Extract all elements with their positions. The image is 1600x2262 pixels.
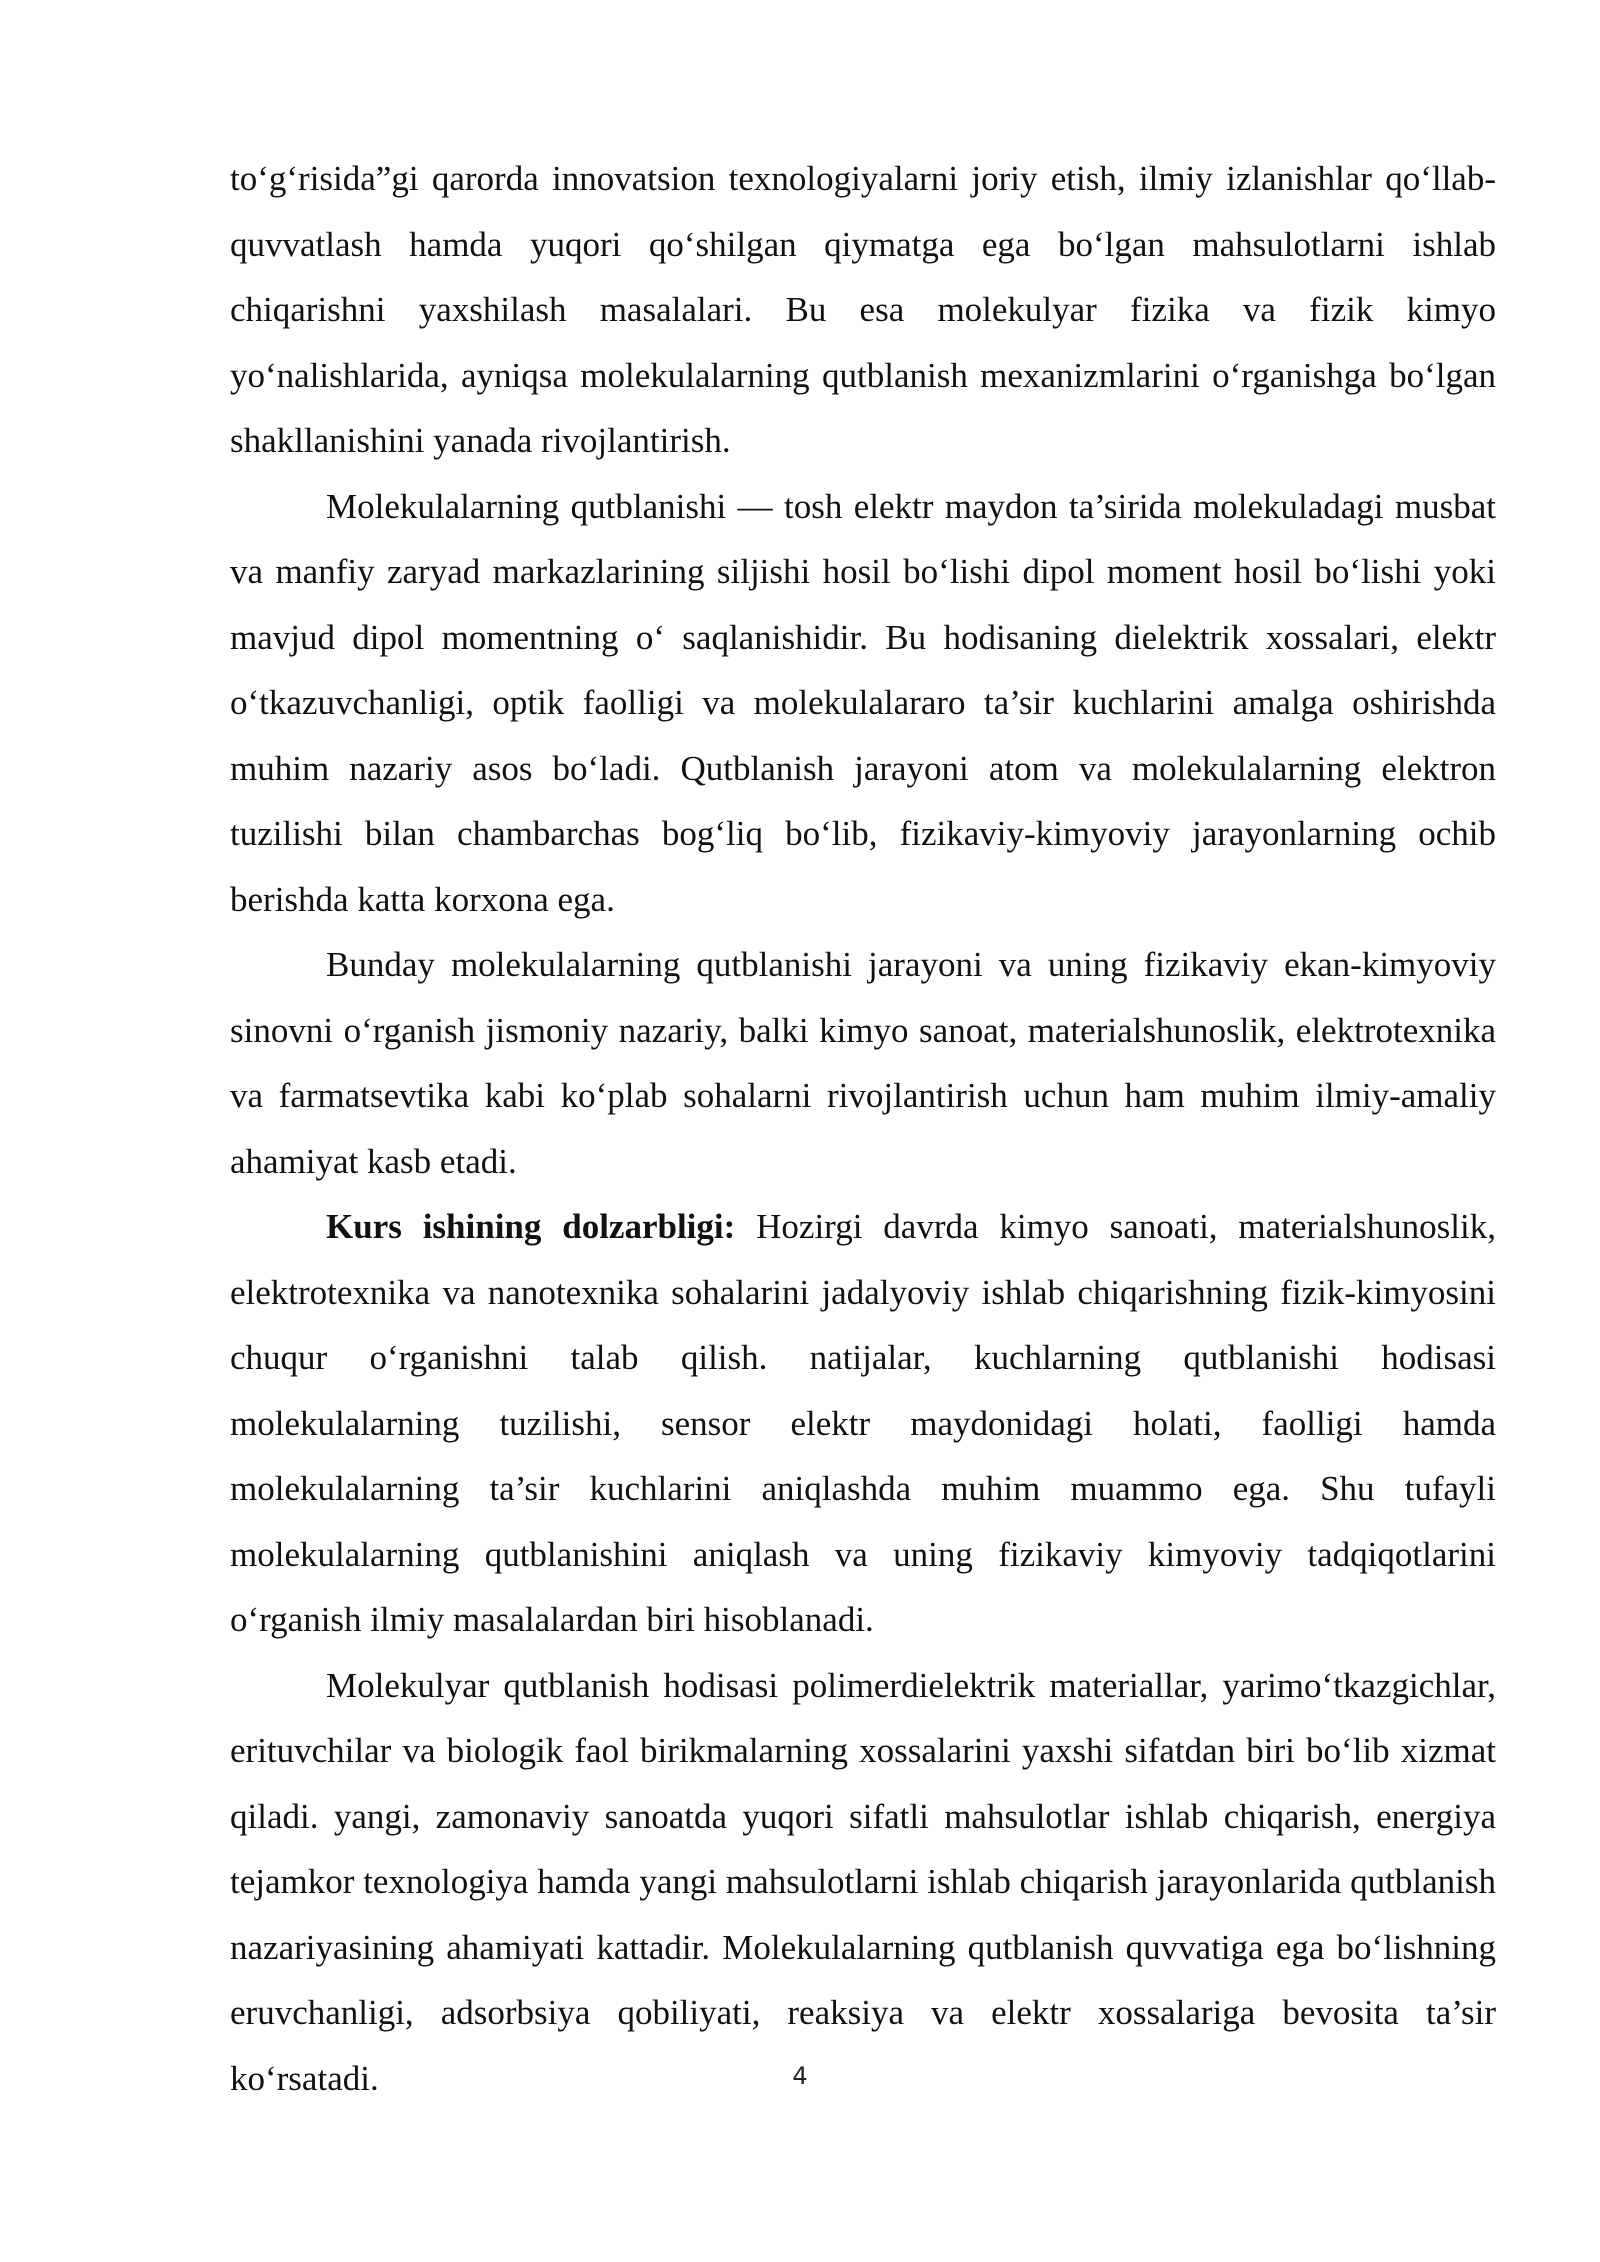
document-page: [230, 146, 1496, 2111]
relevance-heading: Kurs ishining dolzarbligi:: [326, 1207, 736, 1246]
page-number: 4: [792, 2062, 808, 2090]
paragraph-applications: Bunday molekulalarning qutblanishi jarayoni va uning fizikaviy ekan-kimyoviy sinovni o‘rganish jismoniy nazariy, balki kimyo sanoat, materialshunoslik, elektrotexnika va farmatsevtika kabi ko‘plab sohalarni rivojlantirish uchun ham muhim ilmiy-amaliy ahamiyat kasb etadi.: [230, 945, 1496, 1181]
paragraph-polarization-definition: Molekulalarning qutblanishi — tosh elektr maydon ta’sirida molekuladagi musbat va manfiy zaryad markazlarining siljishi hosil bo‘lishi dipol moment hosil bo‘lishi yoki mavjud dipol momentning o‘ saqlanishidir. Bu hodisaning dielektrik xossalari, elektr o‘tkazuvchanligi, optik faolligi va molekulalararo ta’sir kuchlarini amalga oshirishda muhim nazariy asos bo‘ladi. Qutblanish jarayoni atom va molekulalarning elektron tuzilishi bilan chambarchas bog‘liq bo‘lib, fizikaviy-kimyoviy jarayonlarning ochib berishda katta korxona ega.: [230, 486, 1496, 919]
paragraph-relevance: [230, 1194, 1496, 1653]
relevance-text: Hozirgi davrda kimyo sanoati, materialshunoslik, elektrotexnika va nanotexnika sohalarini jadalyoviy ishlab chiqarishning fizik-kimyosini chuqur o‘rganishni talab qilish. natijalar, kuchlarning qutblanishi hodisasi molekulalarning tuzilishi, sensor elektr maydonidagi holati, faolligi hamda molekulalarning ta’sir kuchlarini aniqlashda muhim muammo ega. Shu tufayli molekulalarning qutblanishini aniqlash va uning fizikaviy kimyoviy tadqiqotlarini o‘rganish ilmiy masalalardan biri hisoblanadi.: [230, 1207, 1496, 1639]
paragraph-molecular-polarization: Molekulyar qutblanish hodisasi polimerdielektrik materiallar, yarimo‘tkazgichlar, erituvchilar va biologik faol birikmalarning xossalarini yaxshi sifatdan biri bo‘lib xizmat qiladi. yangi, zamonaviy sanoatda yuqori sifatli mahsulotlar ishlab chiqarish, energiya tejamkor texnologiya hamda yangi mahsulotlarni ishlab chiqarish jarayonlarida qutblanish nazariyasining ahamiyati kattadir. Molekulalarning qutblanish quvvatiga ega bo‘lishning eruvchanligi, adsorbsiya qobiliyati, reaksiya va elektr xossalariga bevosita ta’sir ko‘rsatadi.: [230, 1665, 1496, 2098]
paragraph-continuation: to‘g‘risida”gi qarorda innovatsion texnologiyalarni joriy etish, ilmiy izlanishlar qo‘llab-quvvatlash hamda yuqori qo‘shilgan qiymatga ega bo‘lgan mahsulotlarni ishlab chiqarishni yaxshilash masalalari. Bu esa molekulyar fizika va fizik kimyo yo‘nalishlarida, ayniqsa molekulalarning qutblanish mexanizmlarini o‘rganishga bo‘lgan shakllanishini yanada rivojlantirish.: [230, 159, 1496, 460]
